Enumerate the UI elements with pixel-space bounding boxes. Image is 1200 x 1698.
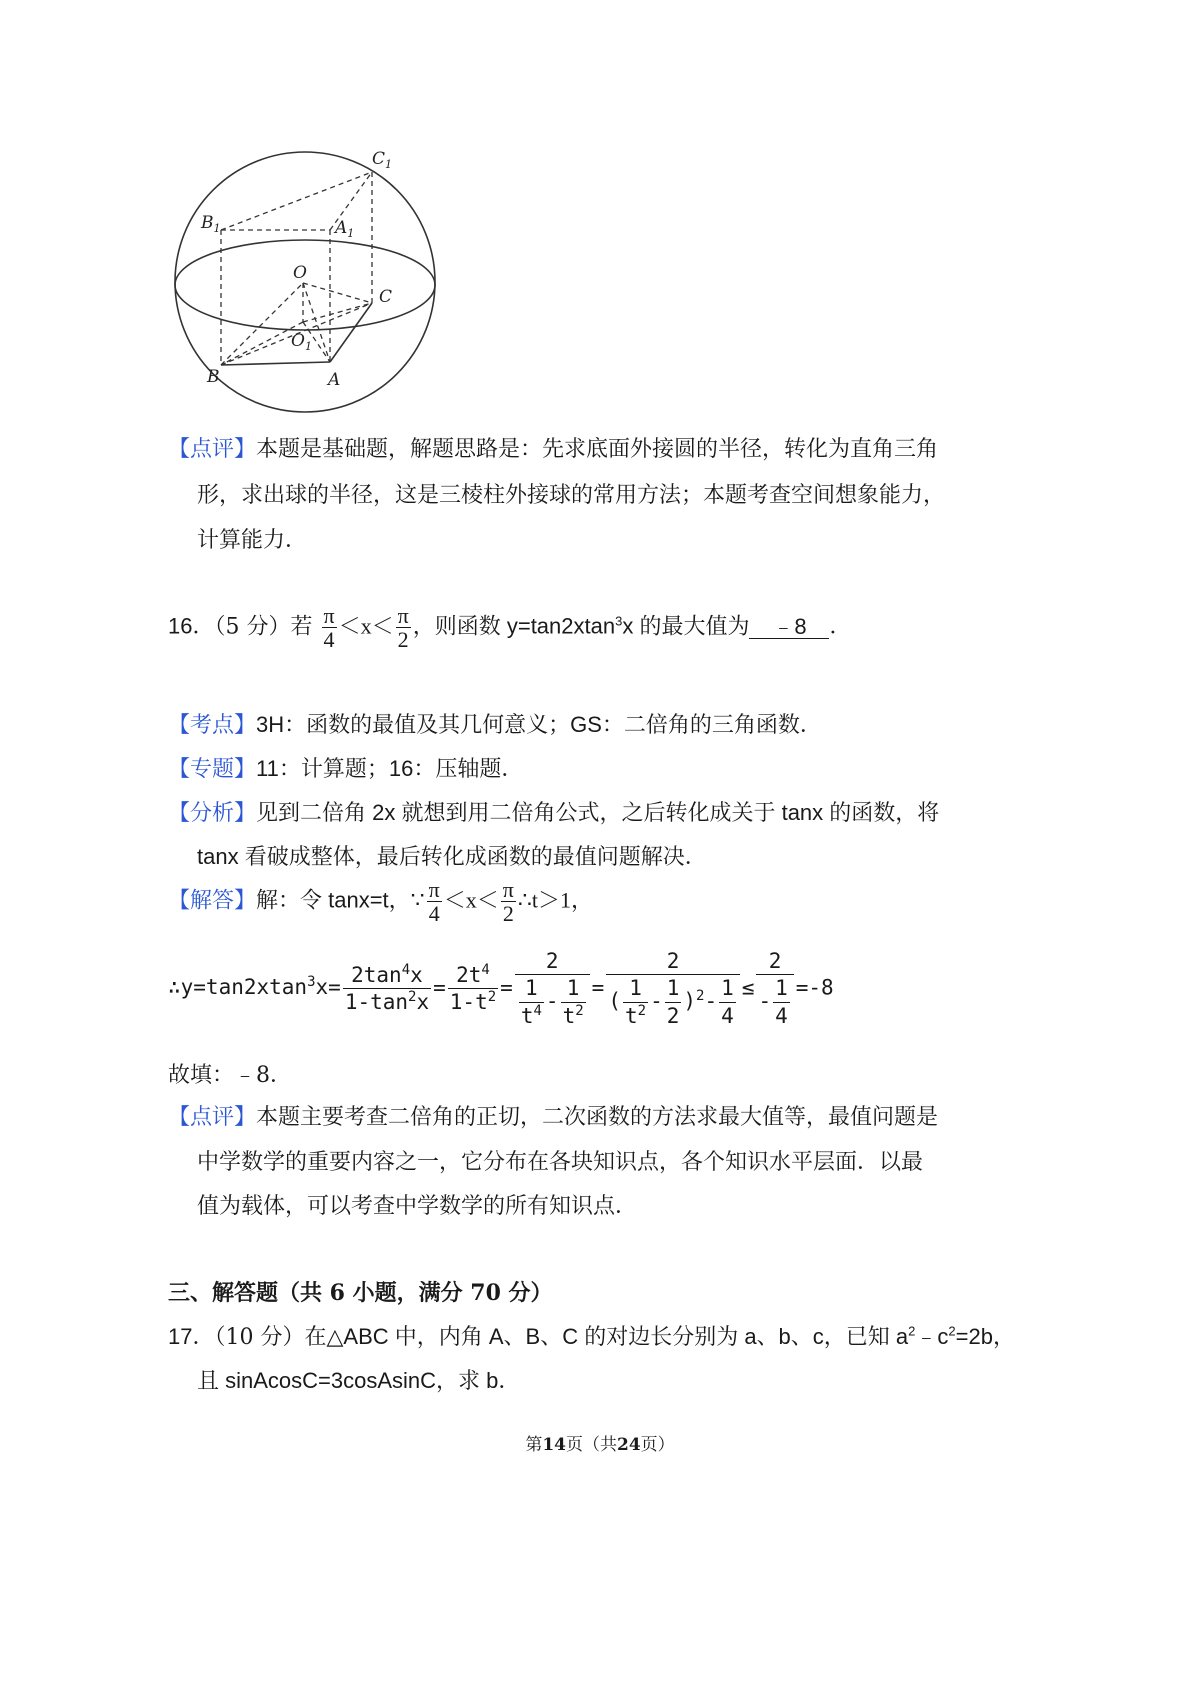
jieda-t-gt-1: ∴t＞1， [517, 887, 594, 913]
question-16 [168, 604, 851, 651]
eq-result: =-8 [795, 975, 834, 1000]
label-o1: $O_1$ [291, 331, 312, 353]
eq-frac-c: 2 $\frac{1}{t^4}$ - $\frac{1}{t^2}$ [515, 948, 590, 1029]
solution-equation [168, 948, 834, 1029]
eq-frac-b: $\frac{2t^4}{1-t^2}$ [449, 961, 497, 1014]
jieda-frac-pi-4: $\frac{\pi}{4}$ [428, 877, 440, 927]
q16-cond-prefix: 若 [290, 614, 313, 640]
q17-text-b: ﹣c [915, 1324, 949, 1349]
footer-page-number: 14 [542, 1435, 566, 1455]
fenxi-text-1: 见到二倍角 2x 就想到用二倍角公式，之后转化成关于 tanx 的函数，将 [256, 800, 940, 825]
zhuanti-line [168, 752, 523, 783]
fenxi-line2: tanx 看破成整体，最后转化成函数的最值问题解决． [197, 844, 707, 869]
eq-equals-1: = [433, 975, 446, 1000]
jieda-lt: ＜x＜ [443, 887, 499, 913]
q16-frac-pi-2: $\frac{\pi}{2}$ [397, 603, 409, 653]
sphere-equator [175, 240, 435, 330]
eq-equals-2: = [500, 975, 513, 1000]
edge-o-c [303, 283, 372, 303]
edge-a-c [330, 303, 372, 362]
kaodian-line [168, 708, 822, 739]
zhuanti-tag: 【专题】 [168, 757, 257, 782]
label-c1: $C_1$ [372, 149, 393, 171]
review16-line2: 中学数学的重要内容之一，它分布在各块知识点，各个知识水平层面．以最 [197, 1150, 924, 1175]
review15-tag: 【点评】 [168, 437, 257, 462]
kaodian-text: 3H：函数的最值及其几何意义；GS：二倍角的三角函数． [256, 712, 822, 737]
zhuanti-text: 11：计算题；16：压轴题． [256, 756, 524, 781]
eq-frac-e: 2 - $\frac{1}{4}$ [756, 948, 793, 1029]
q16-exp: 3 [615, 613, 623, 629]
label-a: A [328, 370, 341, 390]
q16-number: 16． [168, 613, 215, 639]
q16-answer-blank: ﹣8 [749, 616, 829, 639]
jieda-text: 解：令 tanx=t， [256, 887, 411, 913]
label-b: B [207, 367, 220, 387]
q17-exp-c: 2 [948, 1323, 956, 1339]
q17-number: 17． [168, 1324, 215, 1349]
section-3-heading: 三、解答题（共 6 小题，满分 70 分） [168, 1280, 553, 1306]
label-a1: $A_1$ [335, 218, 355, 240]
review15-line1 [168, 432, 938, 463]
eq-equals-3: = [591, 975, 605, 1000]
label-o: O [293, 263, 307, 283]
fenxi-tag: 【分析】 [168, 801, 257, 826]
jieda-line [168, 878, 593, 925]
review16-text-1: 本题主要考查二倍角的正切，二次函数的方法求最大值等，最值问题是 [256, 1105, 939, 1130]
jieda-because: ∵ [410, 887, 425, 913]
q16-lt: ＜x＜ [338, 613, 394, 639]
jieda-tag: 【解答】 [168, 888, 257, 914]
review15-text-1-end: 角 [916, 437, 939, 462]
q16-score: （5 分） [214, 614, 291, 640]
review16-line3: 值为载体，可以考查中学数学的所有知识点． [197, 1194, 638, 1219]
review15-line2: 形，求出球的半径，这是三棱柱外接球的常用方法；本题考查空间想象能力， [197, 483, 946, 508]
page-footer: 第14页（共24页） [525, 1435, 675, 1455]
sphere-prism-figure [165, 140, 455, 425]
guzhi-line: 故填：﹣8． [168, 1063, 292, 1088]
fenxi-line1 [168, 796, 939, 827]
q16-after-exp: x 的最大值为 [622, 613, 750, 639]
q17-text-a: 在△ABC 中，内角 A、B、C 的对边长分别为 a、b、c，已知 a [304, 1324, 909, 1349]
jieda-frac-pi-2: $\frac{\pi}{2}$ [502, 877, 514, 927]
edge-b-o [221, 283, 303, 365]
footer-page-total: 24 [617, 1435, 641, 1455]
q16-end: ． [829, 614, 852, 640]
eq-leq: ≤ [741, 975, 755, 1000]
edge-b-a [221, 362, 330, 365]
kaodian-tag: 【考点】 [168, 713, 257, 738]
eq-lead: ∴y=tan2xtan$^3$x= [168, 974, 341, 1000]
eq-frac-a: $\frac{2\tan^4x}{1-\tan^2x}$ [344, 961, 430, 1014]
q17-score: （10 分） [214, 1325, 305, 1350]
edge-b1-c1 [221, 172, 372, 230]
label-b1: $B_1$ [201, 213, 221, 235]
eq-frac-d: 2 ( $\frac{1}{t^2}$ - $\frac{1}{2}$ )$^2$- $\frac{1}{4}$ [606, 948, 739, 1029]
q16-mid-text: ，则函数 y=tan2xtan [412, 613, 616, 639]
review15-text-1: 本题是基础题，解题思路是：先求底面外接圆的半径，转化为直角三 [256, 437, 917, 462]
review16-line1 [168, 1100, 938, 1131]
q17-exp-a: 2 [908, 1323, 916, 1339]
review15-line3: 计算能力． [197, 528, 308, 553]
label-c: C [379, 287, 393, 307]
question-17-line2: 且 sinAcosC=3cosAsinC，求 b． [197, 1368, 521, 1393]
q17-text-c: =2b， [955, 1324, 1015, 1349]
question-17-line1 [168, 1320, 1015, 1351]
review16-tag: 【点评】 [168, 1105, 257, 1130]
q16-frac-pi-4: $\frac{\pi}{4}$ [323, 603, 335, 653]
